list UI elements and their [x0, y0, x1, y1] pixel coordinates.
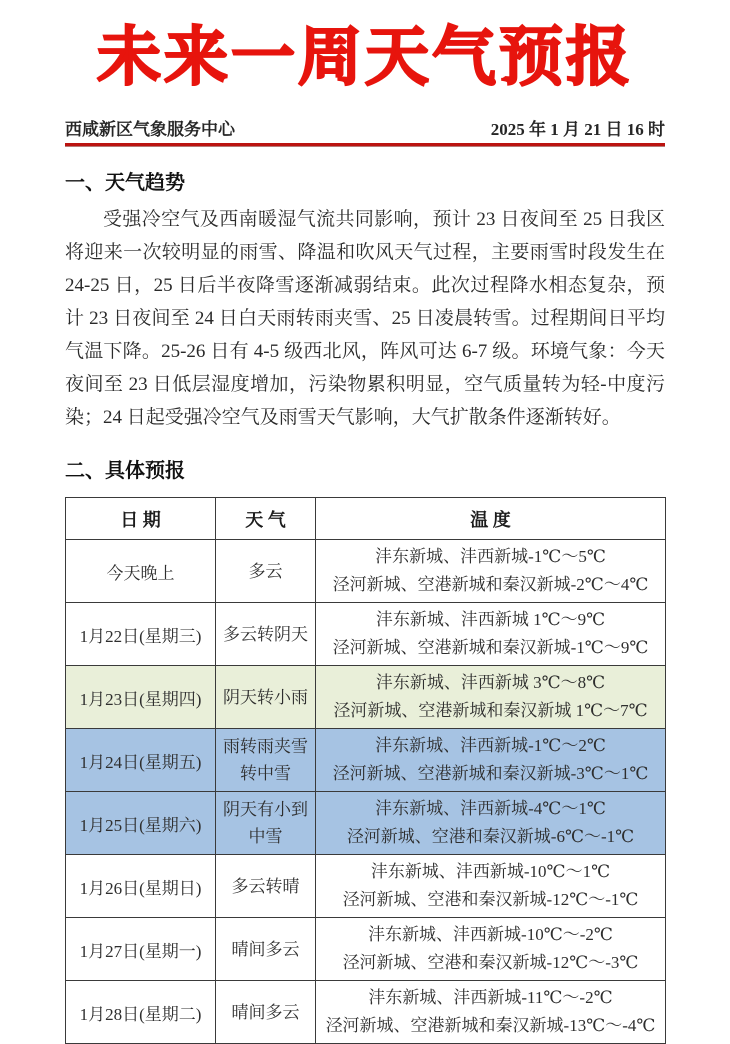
temp-line-fengdong-fengxi: 沣东新城、沣西新城 1℃～9℃: [375, 610, 606, 630]
col-header-temperature: 温 度: [316, 498, 666, 540]
temperature-cell: [316, 792, 666, 855]
table-row: [66, 855, 666, 918]
temperature-cell: [316, 540, 666, 603]
weather-cell: 阴天有小到中雪: [216, 792, 316, 855]
temp-line-jinghe-konggang-qinhan: 泾河新城、空港和秦汉新城-12℃～-1℃: [342, 890, 639, 910]
table-row: [66, 729, 666, 792]
weather-cell: 多云: [216, 540, 316, 603]
temperature-cell: [316, 981, 666, 1044]
temp-line-jinghe-konggang-qinhan: 泾河新城、空港和秦汉新城-6℃～-1℃: [346, 827, 635, 847]
weather-cell: 晴间多云: [216, 918, 316, 981]
table-row: [66, 603, 666, 666]
temp-line-fengdong-fengxi: 沣东新城、沣西新城-1℃～2℃: [375, 736, 606, 756]
temp-line-jinghe-konggang-qinhan: 泾河新城、空港新城和秦汉新城-2℃～4℃: [332, 575, 649, 595]
temp-line-fengdong-fengxi: 沣东新城、沣西新城-10℃～1℃: [370, 862, 611, 882]
table-row: [66, 540, 666, 603]
date-cell: 1月23日(星期四): [66, 666, 216, 729]
date-cell: 1月28日(星期二): [66, 981, 216, 1044]
issue-datetime: 2025 年 1 月 21 日 16 时: [490, 120, 665, 140]
col-header-date: 日 期: [66, 498, 216, 540]
date-cell: 1月25日(星期六): [66, 792, 216, 855]
weather-cell: 阴天转小雨: [216, 666, 316, 729]
temp-line-jinghe-konggang-qinhan: 泾河新城、空港新城和秦汉新城-3℃～1℃: [332, 764, 649, 784]
temp-line-jinghe-konggang-qinhan: 泾河新城、空港新城和秦汉新城-1℃～9℃: [332, 638, 649, 658]
temp-line-fengdong-fengxi: 沣东新城、沣西新城-4℃～1℃: [375, 799, 606, 819]
org-name: 西咸新区气象服务中心: [65, 120, 235, 140]
temp-line-fengdong-fengxi: 沣东新城、沣西新城-10℃～-2℃: [368, 925, 613, 945]
col-header-weather: 天 气: [216, 498, 316, 540]
weather-cell: 多云转晴: [216, 855, 316, 918]
temperature-cell: [316, 603, 666, 666]
masthead-rule: [65, 143, 665, 146]
section-heading-trend: 一、天气趋势: [65, 172, 185, 195]
date-cell: 1月27日(星期一): [66, 918, 216, 981]
table-row: [66, 792, 666, 855]
temperature-cell: [316, 855, 666, 918]
table-row: [66, 666, 666, 729]
weather-cell: 晴间多云: [216, 981, 316, 1044]
temperature-cell: [316, 729, 666, 792]
temp-line-fengdong-fengxi: 沣东新城、沣西新城-1℃～5℃: [375, 547, 606, 567]
temp-line-fengdong-fengxi: 沣东新城、沣西新城 3℃～8℃: [375, 673, 606, 693]
weather-cell: 多云转阴天: [216, 603, 316, 666]
temperature-cell: [316, 666, 666, 729]
document-title: 未来一周天气预报: [97, 21, 633, 93]
temp-line-jinghe-konggang-qinhan: 泾河新城、空港和秦汉新城-12℃～-3℃: [342, 953, 639, 973]
temp-line-jinghe-konggang-qinhan: 泾河新城、空港新城和秦汉新城-13℃～-4℃: [325, 1016, 656, 1036]
section-heading-forecast: 二、具体预报: [65, 460, 185, 483]
table-header-row: [66, 498, 666, 540]
date-cell: 今天晚上: [66, 540, 216, 603]
temperature-cell: [316, 918, 666, 981]
trend-paragraph: 受强冷空气及西南暖湿气流共同影响，预计 23 日夜间至 25 日我区将迎来一次较明显的雨雪、降温和吹风天气过程，主要雨雪时段发生在 24-25 日，25 日后半夜降雪逐渐减弱结束。此次过程降水相态复杂，预计 23 日夜间至 24 日白天雨转雨夹雪、25 日凌晨转雪。过程期间日平均气温下降。25-26 日有 4-5 级西北风，阵风可达 6-7 级。环境气象：今天夜间至 23 日低层湿度增加，污染物累积明显，空气质量转为轻-中度污染；24 日起受强冷空气及雨雪天气影响，大气扩散条件逐渐转好。: [65, 209, 665, 429]
date-cell: 1月26日(星期日): [66, 855, 216, 918]
date-cell: 1月24日(星期五): [66, 729, 216, 792]
table-row: [66, 918, 666, 981]
temp-line-fengdong-fengxi: 沣东新城、沣西新城-11℃～-2℃: [368, 988, 613, 1008]
date-cell: 1月22日(星期三): [66, 603, 216, 666]
temp-line-jinghe-konggang-qinhan: 泾河新城、空港新城和秦汉新城 1℃～7℃: [333, 701, 648, 721]
table-row: [66, 981, 666, 1044]
forecast-table: [65, 497, 666, 1044]
masthead: [65, 115, 665, 140]
weather-cell: 雨转雨夹雪转中雪: [216, 729, 316, 792]
